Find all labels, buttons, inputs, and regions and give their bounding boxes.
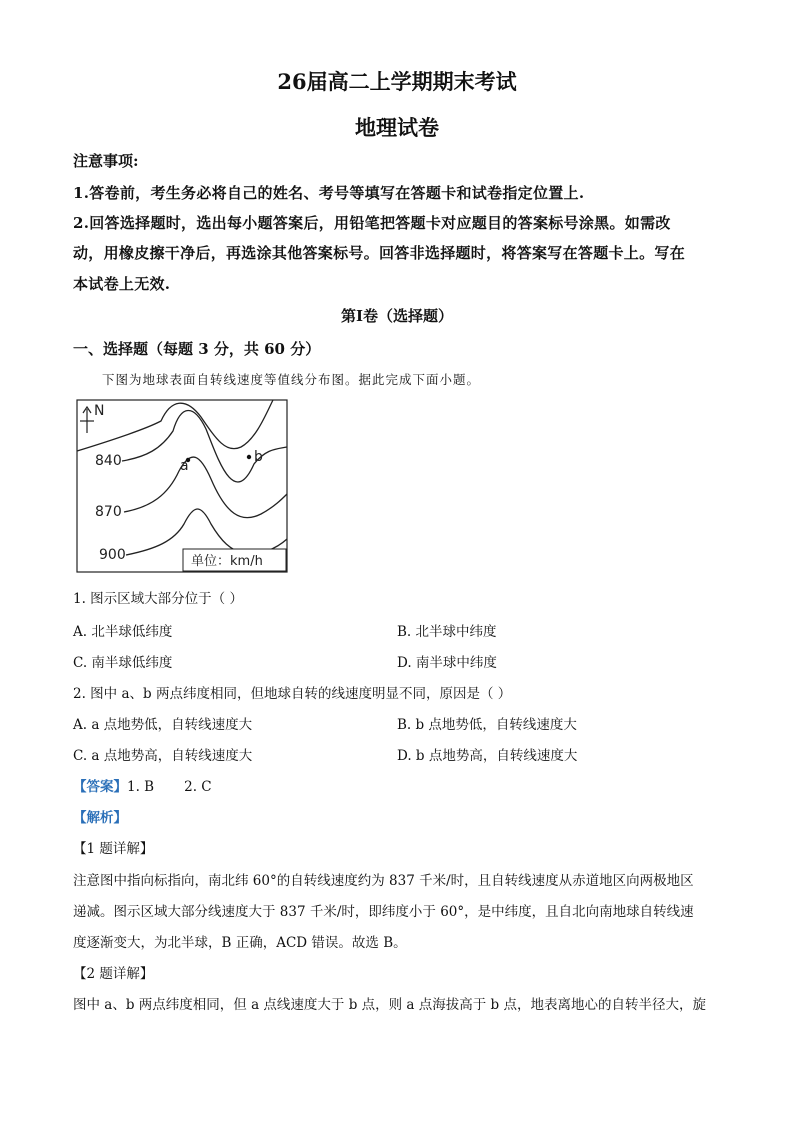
section-heading: 一、选择题（每题 3 分，共 60 分） (73, 340, 321, 358)
exam-subtitle: 地理试卷 (355, 115, 439, 140)
point-b-label: b (254, 449, 263, 465)
point-a-label: a (180, 458, 189, 474)
unit-label: 单位：km/h (191, 554, 263, 569)
notice-item-1: 1.答卷前，考生务必将自己的姓名、考号等填写在答题卡和试卷指定位置上. (73, 184, 585, 202)
question-1-option-b: B. 北半球中纬度 (397, 624, 497, 640)
q2-detail-line-1: 图中 a、b 两点纬度相同，但 a 点线速度大于 b 点，则 a 点海拔高于 b 点，地表离地心的自转半径大，旋 (73, 997, 706, 1013)
contour-label-840: 840 (95, 453, 122, 469)
notice-heading: 注意事项: (73, 152, 139, 170)
contour-label-900: 900 (99, 547, 126, 563)
exam-title: 26届高二上学期期末考试 (277, 69, 517, 94)
notice-item-2-line-1: 2.回答选择题时，选出每小题答案后，用铅笔把答题卡对应题目的答案标号涂黑。如需改 (73, 214, 671, 232)
question-2-stem: 2. 图中 a、b 两点纬度相同，但地球自转的线速度明显不同，原因是（ ） (73, 686, 512, 702)
part-title: 第Ⅰ卷（选择题） (340, 307, 454, 325)
answer-label: 【答案】 (73, 779, 127, 795)
answer-line (73, 775, 212, 795)
question-1-stem: 1. 图示区域大部分位于（ ） (73, 591, 243, 607)
question-2-option-d: D. b 点地势高，自转线速度大 (397, 748, 578, 764)
q1-detail-line-2: 递减。图示区域大部分线速度大于 837 千米/时，即纬度小于 60°，是中纬度，且自北向南地球自转线速 (73, 904, 694, 920)
question-1-option-a: A. 北半球低纬度 (73, 624, 173, 640)
question-1-option-d: D. 南半球中纬度 (397, 655, 497, 671)
notice-item-2-line-2: 动，用橡皮擦干净后，再选涂其他答案标号。回答非选择题时，将答案写在答题卡上。写在 (73, 244, 686, 262)
figure-intro: 下图为地球表面自转线速度等值线分布图。据此完成下面小题。 (102, 372, 481, 387)
question-2-option-c: C. a 点地势高，自转线速度大 (73, 748, 253, 764)
q1-detail-line-3: 度逐渐变大，为北半球，B 正确，ACD 错误。故选 B。 (73, 935, 407, 951)
answer-text: 1. B 2. C (127, 779, 212, 795)
q2-detail-heading: 【2 题详解】 (73, 966, 154, 982)
analysis-label: 【解析】 (73, 810, 127, 826)
q1-detail-line-1: 注意图中指向标指向，南北纬 60°的自转线速度约为 837 千米/时，且自转线速度从赤道地区向两极地区 (73, 873, 694, 889)
contour-label-870: 870 (95, 504, 122, 520)
notice-item-2-line-3: 本试卷上无效. (73, 275, 171, 293)
question-2-option-a: A. a 点地势低，自转线速度大 (73, 717, 253, 733)
point-b-marker (247, 455, 251, 459)
question-2-option-b: B. b 点地势低，自转线速度大 (397, 717, 577, 733)
question-1-option-c: C. 南半球低纬度 (73, 655, 173, 671)
rotation-speed-contour-map (76, 399, 289, 574)
north-label: N (94, 403, 105, 419)
q1-detail-heading: 【1 题详解】 (73, 841, 154, 857)
